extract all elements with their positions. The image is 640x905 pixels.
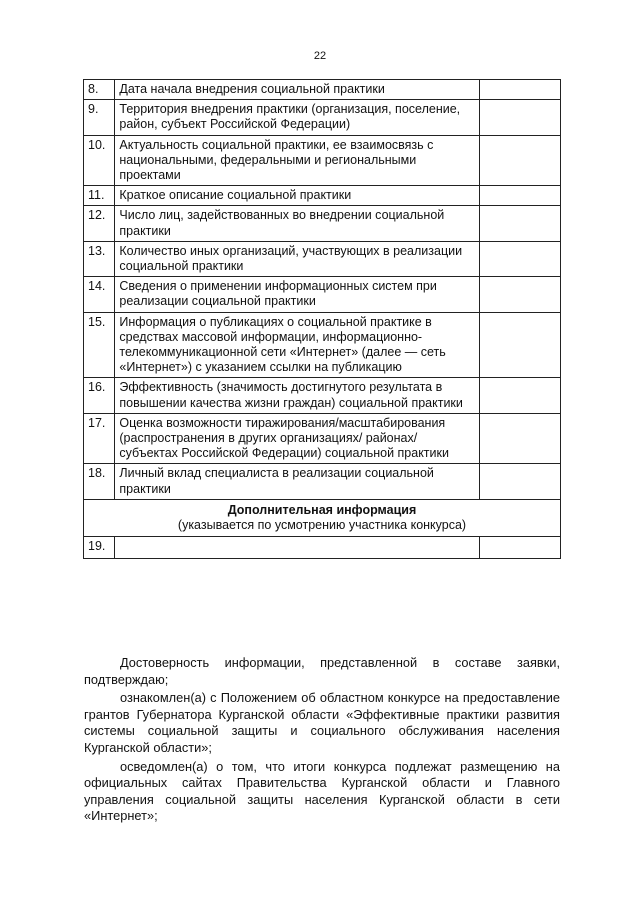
row-number: 16.: [84, 378, 115, 413]
table-row: [84, 277, 561, 312]
row-number: 12.: [84, 206, 115, 241]
table-row: [84, 241, 561, 276]
row-value-cell[interactable]: [479, 378, 560, 413]
row-value-cell[interactable]: [479, 186, 560, 206]
row-value-cell[interactable]: [479, 241, 560, 276]
row-value-cell[interactable]: [479, 100, 560, 135]
application-form-table: [83, 79, 561, 559]
row-label: Эффективность (значимость достигнутого результата в повышении качества жизни граждан) социальной практики: [115, 378, 480, 413]
table-row: [84, 413, 561, 464]
table-row: [84, 100, 561, 135]
row-number: 10.: [84, 135, 115, 186]
row-number: 19.: [84, 537, 115, 559]
row-number: 15.: [84, 312, 115, 378]
row-label[interactable]: [115, 537, 480, 559]
row-value-cell[interactable]: [479, 413, 560, 464]
table-row: [84, 537, 561, 559]
row-value-cell[interactable]: [479, 537, 560, 559]
row-number: 11.: [84, 186, 115, 206]
row-label: Число лиц, задействованных во внедрении социальной практики: [115, 206, 480, 241]
paragraph: осведомлен(а) о том, что итоги конкурса подлежат размещению на официальных сайтах Правительства Курганской области и Главного управления социальной защиты населения Курганской области в сети «Интернет»;: [84, 758, 560, 824]
section-subtitle: (указывается по усмотрению участника конкурса): [177, 518, 467, 533]
table-row: [84, 80, 561, 100]
paragraph: Достоверность информации, представленной в составе заявки, подтверждаю;: [84, 655, 560, 687]
row-value-cell[interactable]: [479, 464, 560, 499]
row-number: 14.: [84, 277, 115, 312]
row-value-cell[interactable]: [479, 277, 560, 312]
table-row: [84, 186, 561, 206]
section-title: Дополнительная информация: [227, 502, 417, 517]
table-row: [84, 464, 561, 499]
row-number: 18.: [84, 464, 115, 499]
table-row: [84, 206, 561, 241]
row-value-cell[interactable]: [479, 312, 560, 378]
row-label: Оценка возможности тиражирования/масштабирования (распространения в других организациях/ районах/ субъектах Российской Федерации) социальной практики: [115, 413, 480, 464]
paragraph: ознакомлен(а) с Положением об областном конкурсе на предоставление грантов Губернатора Курганской области «Эффективные практики развития системы социальной защиты и социального обслуживания населения Курганской области»;: [84, 690, 560, 755]
row-value-cell[interactable]: [479, 80, 560, 100]
table-row: [84, 378, 561, 413]
row-value-cell[interactable]: [479, 135, 560, 186]
row-label: Территория внедрения практики (организация, поселение, район, субъект Российской Федерации): [115, 100, 480, 135]
declaration-text: [84, 655, 560, 827]
table-row: [84, 135, 561, 186]
row-number: 8.: [84, 80, 115, 100]
page-number: 22: [313, 50, 327, 62]
row-number: 17.: [84, 413, 115, 464]
row-label: Дата начала внедрения социальной практики: [115, 80, 480, 100]
row-label: Сведения о применении информационных систем при реализации социальной практики: [115, 277, 480, 312]
row-value-cell[interactable]: [479, 206, 560, 241]
row-number: 9.: [84, 100, 115, 135]
row-label: Краткое описание социальной практики: [115, 186, 480, 206]
row-label: Актуальность социальной практики, ее взаимосвязь с национальными, федеральными и региональными проектами: [115, 135, 480, 186]
table-row: [84, 312, 561, 378]
section-header-row: [84, 499, 561, 536]
row-label: Информация о публикациях о социальной практике в средствах массовой информации, информационно-телекоммуникационной сети «Интернет» (далее — сеть «Интернет») с указанием ссылки на публикацию: [115, 312, 480, 378]
section-header-cell: [84, 499, 561, 536]
row-label: Количество иных организаций, участвующих в реализации социальной практики: [115, 241, 480, 276]
row-label: Личный вклад специалиста в реализации социальной практики: [115, 464, 480, 499]
row-number: 13.: [84, 241, 115, 276]
